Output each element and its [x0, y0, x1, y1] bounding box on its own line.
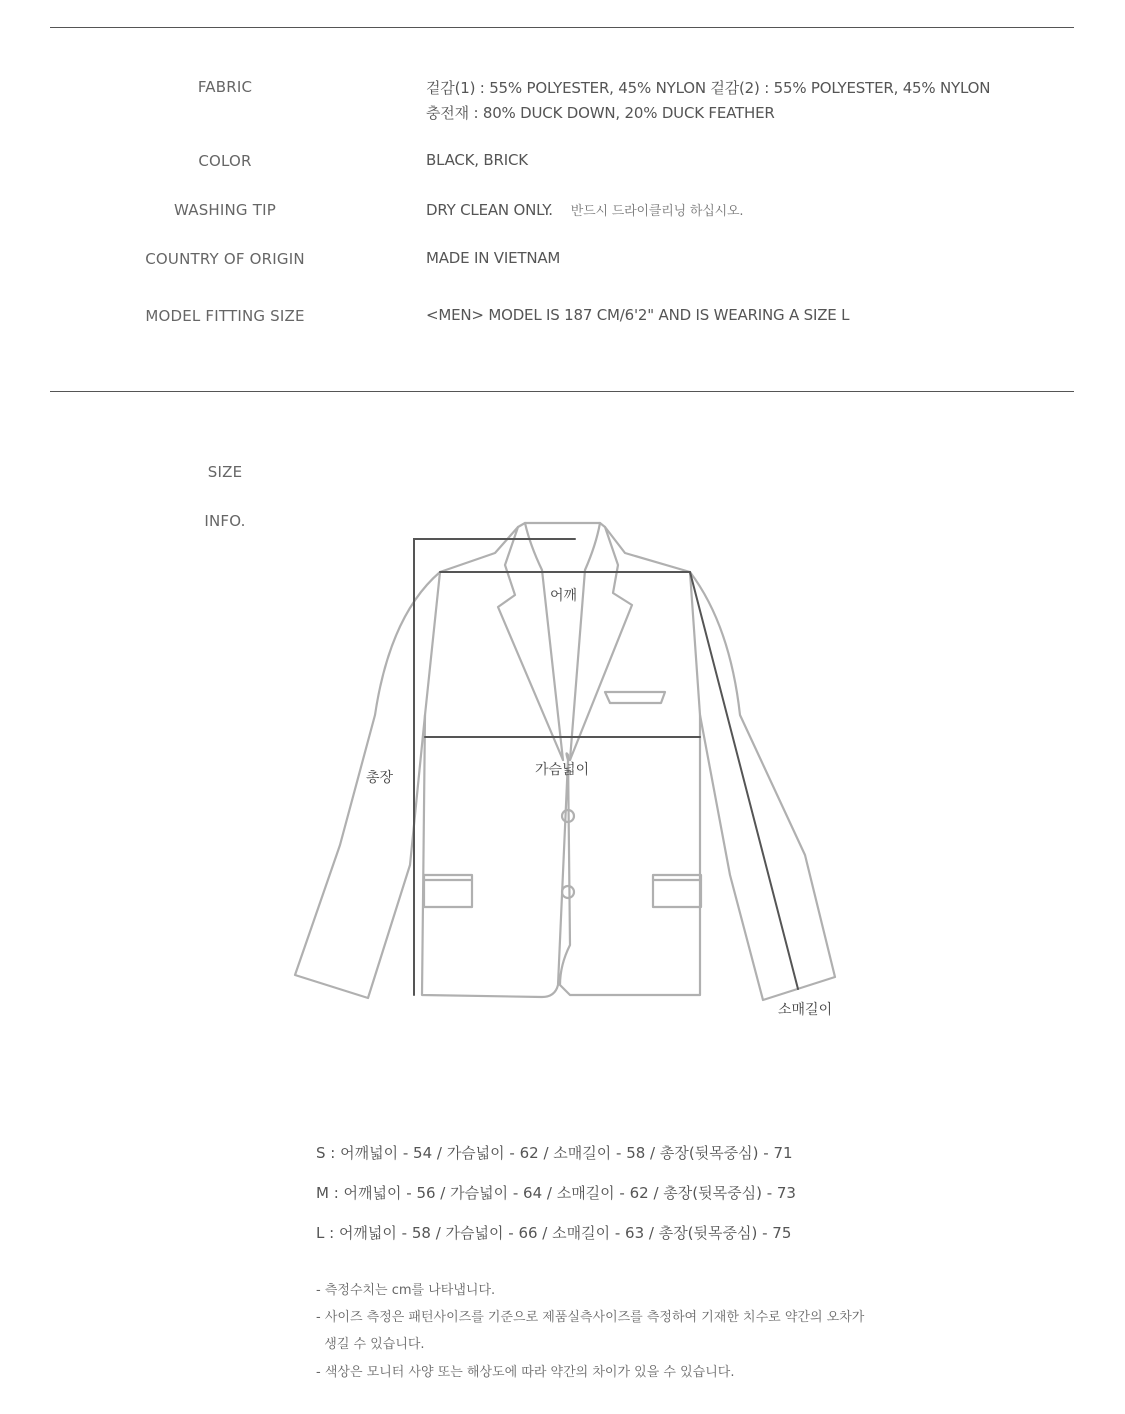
chest-pocket: [605, 692, 665, 703]
size-row-s: S : 어깨넓이 - 54 / 가슴넓이 - 62 / 소매길이 - 58 / 총장(뒷목중심) - 71: [316, 1144, 793, 1162]
note-measurement-cont: 생길 수 있습니다.: [316, 1337, 425, 1352]
sleeve-label: 소매길이: [778, 1002, 833, 1018]
middle-divider: [50, 391, 1074, 392]
fabric-value-line1: 겉감(1) : 55% POLYESTER, 45% NYLON 겉감(2) : 55% POLYESTER, 45% NYLON: [426, 79, 991, 97]
washing-tip-main: DRY CLEAN ONLY.: [426, 201, 553, 219]
jacket-collar: [525, 523, 600, 760]
washing-tip-korean: 반드시 드라이클리닝 하십시오.: [570, 204, 744, 219]
model-fitting-size-value: <MEN> MODEL IS 187 CM/6'2" AND IS WEARING A SIZE L: [426, 306, 850, 324]
country-of-origin-label: COUNTRY OF ORIGIN: [145, 250, 305, 268]
note-unit: - 측정수치는 cm를 나타냅니다.: [316, 1283, 496, 1298]
jacket-left-lapel: [498, 527, 563, 760]
size-row-m: M : 어깨넓이 - 56 / 가슴넓이 - 64 / 소매길이 - 62 / 총장(뒷목중심) - 73: [316, 1184, 796, 1202]
jacket-right-sleeve: [690, 572, 835, 1000]
country-of-origin-value: MADE IN VIETNAM: [426, 249, 561, 267]
jacket-measurement-diagram: [280, 515, 850, 1035]
note-color: - 색상은 모니터 사양 또는 해상도에 따라 약간의 차이가 있을 수 있습니다.: [316, 1365, 735, 1380]
size-row-l: L : 어깨넓이 - 58 / 가슴넓이 - 66 / 소매길이 - 63 / 총장(뒷목중심) - 75: [316, 1224, 792, 1242]
model-fitting-size-label: MODEL FITTING SIZE: [145, 307, 305, 325]
info-label: INFO.: [204, 512, 246, 530]
chest-label: 가슴넓이: [535, 762, 590, 778]
fabric-label: FABRIC: [197, 78, 253, 96]
fabric-value-line2: 충전재 : 80% DUCK DOWN, 20% DUCK FEATHER: [426, 104, 775, 122]
note-measurement: - 사이즈 측정은 패턴사이즈를 기준으로 제품실측사이즈를 측정하여 기재한 치수로 약간의 오차가: [316, 1310, 865, 1325]
color-label: COLOR: [198, 152, 252, 170]
length-label: 총장: [366, 770, 394, 786]
size-label: SIZE: [207, 463, 243, 481]
washing-tip-label: WASHING TIP: [174, 201, 276, 219]
button-lower: [562, 886, 574, 898]
washing-tip-value: [426, 200, 743, 219]
shoulder-label: 어깨: [550, 588, 578, 604]
color-value: BLACK, BRICK: [426, 151, 528, 169]
top-divider: [50, 27, 1074, 28]
